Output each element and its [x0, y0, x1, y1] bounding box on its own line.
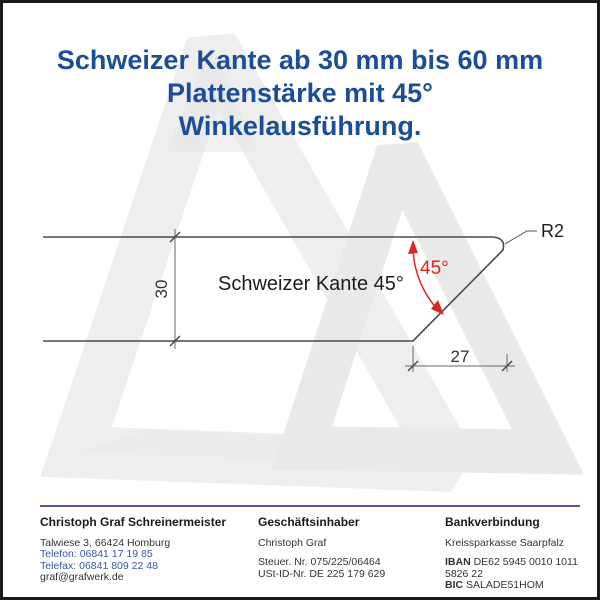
bank-name: Kreissparkasse Saarpfalz — [445, 536, 565, 549]
page-title — [0, 44, 600, 143]
footer-bank-column — [445, 517, 600, 592]
thickness-dimension-value: 30 — [152, 279, 171, 299]
bic-value: SALADE51HOM — [466, 579, 544, 591]
company-name: Christoph Graf Schreinermeister — [40, 515, 227, 529]
iban-label: IBAN — [445, 556, 471, 568]
iban-line — [445, 557, 600, 580]
bic-label: BIC — [445, 579, 464, 591]
company-email: graf@grafwerk.de — [40, 571, 124, 583]
footer-owner-column — [258, 517, 385, 580]
chamfer-width-value: 27 — [450, 347, 470, 366]
profile-label: Schweizer Kante 45° — [218, 273, 404, 295]
vat-id: USt-ID-Nr. DE 225 179 629 — [258, 567, 386, 580]
iban-value: DE62 5945 0010 1011 5826 22 — [445, 556, 578, 580]
radius-leader-line — [505, 231, 537, 244]
footer — [0, 505, 600, 600]
bic-line — [445, 580, 600, 592]
thickness-dimension — [170, 229, 180, 349]
company-fax: Telefax: 06841 809 22 48 — [40, 559, 158, 572]
title-line-1: Schweizer Kante ab 30 mm bis 60 mm — [56, 45, 544, 75]
radius-label: R2 — [541, 221, 565, 241]
title-line-2: Plattenstärke mit 45° — [167, 78, 433, 108]
title-line-3: Winkelausführung. — [178, 111, 422, 141]
owner-heading: Geschäftsinhaber — [258, 515, 360, 529]
footer-divider — [40, 505, 580, 507]
angle-value: 45° — [420, 258, 449, 279]
tax-number: Steuer. Nr. 075/225/06464 — [258, 556, 381, 568]
footer-company-column — [40, 517, 226, 584]
owner-name: Christoph Graf — [258, 536, 327, 549]
bank-heading: Bankverbindung — [445, 515, 540, 529]
company-address: Talwiese 3, 66424 Homburg — [40, 536, 171, 549]
company-phone: Telefon: 06841 17 19 85 — [40, 548, 153, 560]
